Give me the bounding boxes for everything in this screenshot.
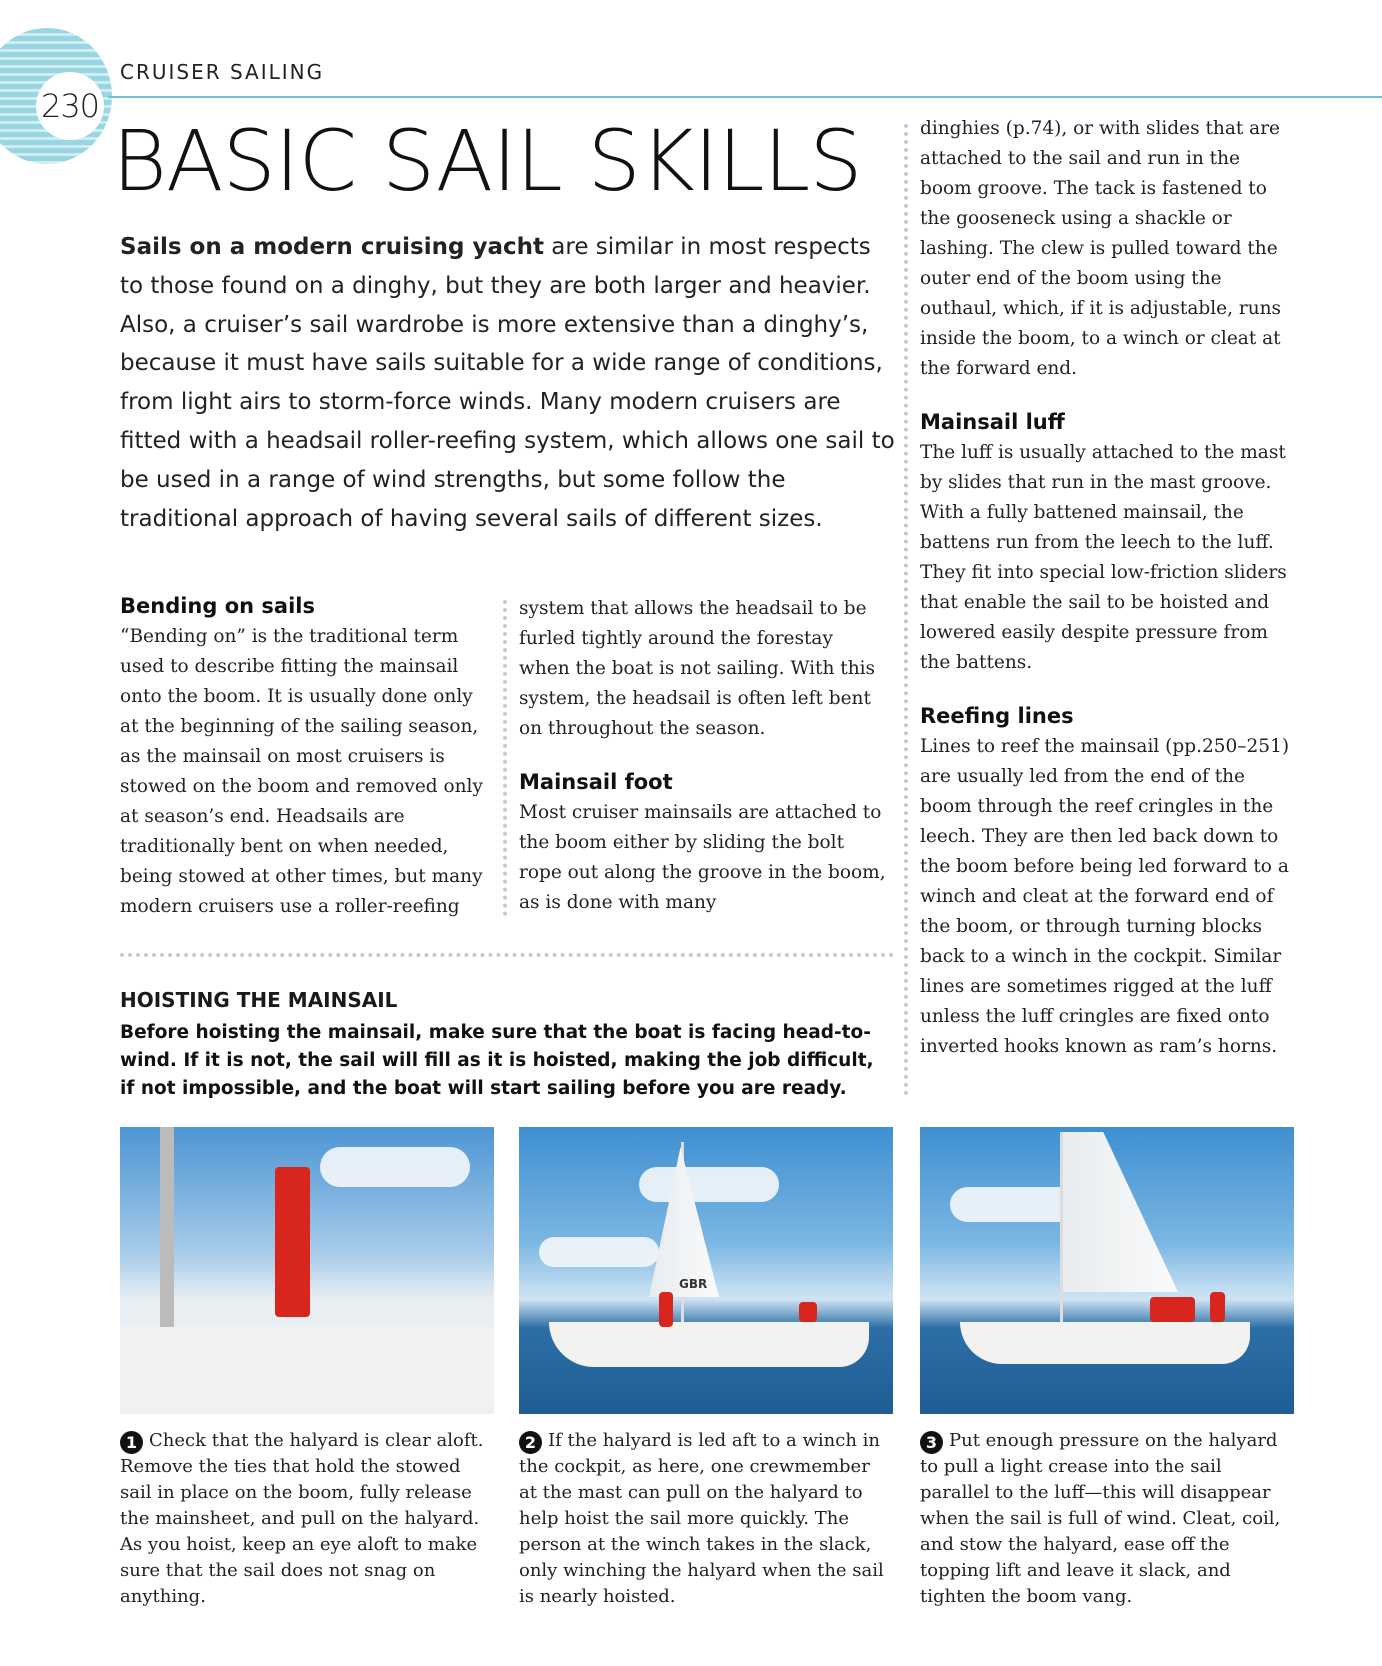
middle-column xyxy=(519,594,889,918)
hoisting-intro: Before hoisting the mainsail, make sure that the boat is facing head-to-wind. If it is not, the sail will fill as it is hoisted, making the job difficult, if not impossible, and the boat will start sailing before you are ready. xyxy=(120,1022,874,1099)
luff-text: The luff is usually attached to the mast by slides that run in the mast groove. With a fully battened mainsail, the battens run from the leech to the luff. They fit into special low-friction sliders that enable the sail to be hoisted and lowered easily despite pressure from the battens. xyxy=(920,442,1287,673)
column-divider xyxy=(503,600,507,916)
caption-step-3 xyxy=(920,1428,1292,1610)
reefing-text: Lines to reef the mainsail (pp.250–251) are usually led from the end of the boom through the reef cringles in the leech. They are then led back down to the boom before being led forward to a winch and cleat at the forward end of the boom, or through turning blocks back to a winch in the cockpit. Similar lines are sometimes rigged at the luff unless the luff cringles are fixed onto inverted hooks known as ram’s horns. xyxy=(920,736,1290,1057)
bending-text: “Bending on” is the traditional term used to describe fitting the mainsail onto the boom. It is usually done only at the beginning of the sailing season, as the mainsail on most cruisers is stowed on the boom and removed only at season’s end. Headsails are traditionally bent on when needed, being stowed at other times, but many modern cruisers use a roller-reefing xyxy=(120,626,483,917)
page-number: 230 xyxy=(36,72,104,140)
photo-step-2 xyxy=(519,1127,893,1414)
step-number: 2 xyxy=(519,1431,542,1454)
caption-text: Put enough pressure on the halyard to pull a light crease into the sail parallel to the luff—this will disappear when the sail is full of wind. Cleat, coil, and stow the halyard, ease off the topping lift and leave it slack, and tighten the boom vang. xyxy=(920,1430,1281,1607)
intro-text: are similar in most respects to those found on a dinghy, but they are both larger and heavier. Also, a cruiser’s sail wardrobe is more extensive than a dinghy’s, because it must have sails suitable for a wide range of conditions, from light airs to storm-force winds. Many modern cruisers are fitted with a headsail roller-reefing system, which allows one sail to be used in a range of wind strengths, but some follow the traditional approach of having several sails of different sizes. xyxy=(120,234,895,532)
step-number: 3 xyxy=(920,1431,943,1454)
foot-text-cont: dinghies (p.74), or with slides that are attached to the sail and run in the boom groove. The tack is fastened to the gooseneck using a shackle or lashing. The clew is pulled toward the outer end of the boom using the outhaul, which, if it is adjustable, runs inside the boom, to a winch or cleat at the forward end. xyxy=(920,118,1282,379)
section-divider xyxy=(120,953,894,957)
header-rule xyxy=(108,96,1382,98)
luff-heading: Mainsail luff xyxy=(920,410,1065,434)
caption-text: Check that the halyard is clear aloft. Remove the ties that hold the stowed sail in place on the boom, fully release the mainsheet, and pull on the halyard. As you hoist, keep an eye aloft to make sure that the sail does not snag on anything. xyxy=(120,1430,484,1607)
reefing-heading: Reefing lines xyxy=(920,704,1074,728)
bending-section xyxy=(120,594,490,922)
foot-heading: Mainsail foot xyxy=(519,770,673,794)
intro-paragraph xyxy=(120,228,900,538)
step-number: 1 xyxy=(120,1431,143,1454)
column-divider-right xyxy=(904,124,908,1096)
caption-step-2 xyxy=(519,1428,891,1610)
foot-text: Most cruiser mainsails are attached to the boom either by sliding the bolt rope out along the groove in the boom, as is done with many xyxy=(519,802,886,913)
right-column xyxy=(920,114,1295,1062)
photo-step-3 xyxy=(920,1127,1294,1414)
intro-lead: Sails on a modern cruising yacht xyxy=(120,234,544,260)
sail-number: GBR xyxy=(679,1277,708,1291)
bending-heading: Bending on sails xyxy=(120,594,315,618)
bending-text-cont: system that allows the headsail to be furled tightly around the forestay when the boat is not sailing. With this system, the headsail is often left bent on throughout the season. xyxy=(519,598,876,739)
caption-text: If the halyard is led aft to a winch in the cockpit, as here, one crewmember at the mast can pull on the halyard to help hoist the sail more quickly. The person at the winch takes in the slack, only winching the halyard when the sail is nearly hoisted. xyxy=(519,1430,884,1607)
hoisting-heading: HOISTING THE MAINSAIL xyxy=(120,988,398,1012)
caption-step-1 xyxy=(120,1428,492,1610)
page-title: BASIC SAIL SKILLS xyxy=(112,112,862,210)
photo-step-1 xyxy=(120,1127,494,1414)
section-label: CRUISER SAILING xyxy=(120,60,325,84)
